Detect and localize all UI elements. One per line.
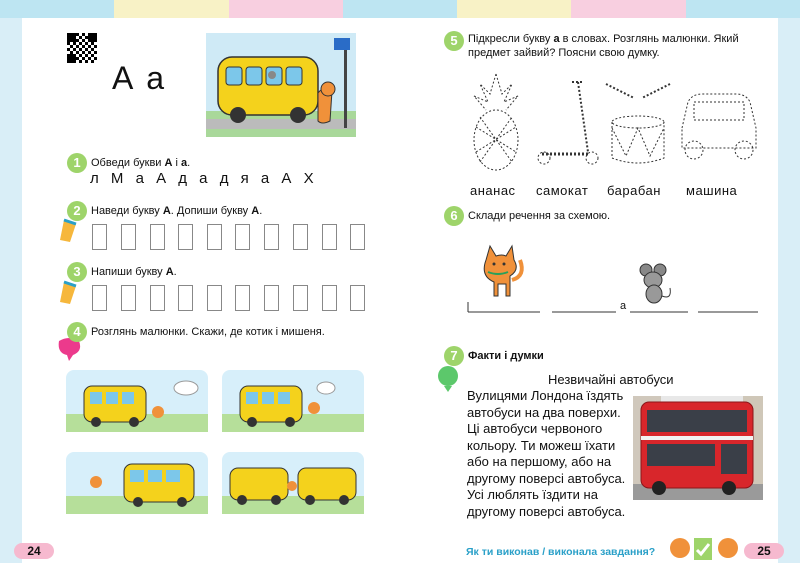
tracing-cell[interactable]: [322, 224, 337, 250]
writing-cell[interactable]: [264, 285, 279, 311]
scooter-drawing: [534, 78, 604, 168]
page-number-left: 24: [14, 543, 54, 559]
task-number-2: 2: [67, 201, 87, 221]
task-text: Розглянь малюнки. Скажи, де котик і мишеня.: [91, 326, 325, 338]
writing-cell[interactable]: [207, 285, 222, 311]
task-number-7: 7: [444, 346, 464, 366]
tracing-cell[interactable]: [178, 224, 193, 250]
page-number-right: 25: [744, 543, 784, 559]
task-text: Наведи букву: [91, 205, 163, 217]
task-6-instruction: [468, 210, 610, 222]
car-drawing: [676, 88, 762, 164]
task-4-instruction: [91, 326, 325, 338]
writing-cell[interactable]: [92, 285, 107, 311]
task-text: .: [187, 157, 191, 169]
task-number-5: 5: [444, 31, 464, 51]
sentence-scheme-lines: [466, 300, 766, 316]
right-margin: [778, 18, 800, 563]
task-text: і: [172, 157, 182, 169]
task-text: Підкресли букву: [468, 33, 554, 45]
word-item: барабан: [607, 183, 661, 198]
color-stripe: [457, 0, 571, 18]
writing-cell[interactable]: [322, 285, 337, 311]
self-assessment-icons: [666, 532, 742, 564]
tracing-cell[interactable]: [121, 224, 136, 250]
task-text: в словах. Розглянь малюнки. Який предмет зайвий? Поясни свою думку.: [468, 33, 739, 59]
writing-cell[interactable]: [235, 285, 250, 311]
mouse-illustration: [634, 262, 674, 304]
bus-scenes-illustration: [66, 370, 366, 520]
task-7-heading: [468, 350, 544, 362]
cat-illustration: [468, 236, 528, 304]
task-bold: А: [162, 205, 171, 217]
task-bold: а: [553, 33, 560, 45]
task-text: . Допиши букву: [170, 205, 252, 217]
task-number-1: 1: [67, 153, 87, 173]
word-item: ананас: [470, 183, 516, 198]
word-item: машина: [686, 183, 738, 198]
tracing-cell[interactable]: [235, 224, 250, 250]
task-number-4: 4: [67, 322, 87, 342]
task-2-instruction: [91, 205, 262, 217]
task-bold: А: [251, 205, 260, 217]
task-1-instruction: [91, 157, 190, 169]
writing-cell[interactable]: [178, 285, 193, 311]
page-letter-heading: А а: [112, 60, 167, 96]
pencil-icon: [56, 278, 82, 306]
tracing-cell[interactable]: [264, 224, 279, 250]
tracing-cell[interactable]: [293, 224, 308, 250]
bus-stop-illustration: [206, 33, 356, 137]
task-bold: Факти і думки: [468, 350, 544, 362]
qr-code[interactable]: [67, 33, 97, 63]
writing-cell[interactable]: [121, 285, 136, 311]
task-3-instruction: [91, 266, 177, 278]
fact-title: Незвичайні автобуси: [548, 372, 674, 387]
task-text: .: [173, 266, 177, 278]
task-bold: А: [165, 266, 174, 278]
task-text: Склади речення за схемою.: [468, 210, 611, 222]
bottom-bar: [0, 563, 800, 580]
color-stripe: [571, 0, 685, 18]
scheme-conjunction: а: [620, 300, 627, 312]
task-text: Напиши букву: [91, 266, 166, 278]
fact-text: Вулицями Лондона їздять автобуси на два поверхи. Ці автобуси червоного кольору. Ти можеш їхати або на першому, або на другому поверсі автобуса. Усі люблять їздити на другому поверсі автобуса.: [467, 388, 626, 519]
color-stripe: [686, 0, 800, 18]
word-item: самокат: [536, 183, 589, 198]
task-text: Обведи букви: [91, 157, 165, 169]
self-assessment-question: Як ти виконав / виконала завдання?: [466, 546, 656, 558]
tracing-cell[interactable]: [207, 224, 222, 250]
color-stripe: [114, 0, 228, 18]
tracing-cell[interactable]: [350, 224, 365, 250]
writing-cell[interactable]: [150, 285, 165, 311]
writing-cell[interactable]: [350, 285, 365, 311]
top-color-bar: [0, 0, 800, 18]
task-bold: А: [164, 157, 173, 169]
task-5-instruction: [468, 32, 768, 60]
tracing-cell[interactable]: [150, 224, 165, 250]
writing-cell[interactable]: [293, 285, 308, 311]
tracing-cell[interactable]: [92, 224, 107, 250]
letter-row: л М а А д а д я а А Х: [90, 170, 315, 187]
task-bold: а: [181, 157, 188, 169]
task-text: .: [259, 205, 263, 217]
drum-drawing: [602, 78, 674, 170]
pineapple-drawing: [466, 72, 526, 172]
task-number-3: 3: [67, 262, 87, 282]
london-bus-photo: [633, 396, 763, 500]
color-stripe: [229, 0, 343, 18]
left-margin: [0, 18, 22, 563]
task-number-6: 6: [444, 206, 464, 226]
color-stripe: [0, 0, 114, 18]
idea-bubble-icon: [436, 364, 460, 394]
color-stripe: [343, 0, 457, 18]
